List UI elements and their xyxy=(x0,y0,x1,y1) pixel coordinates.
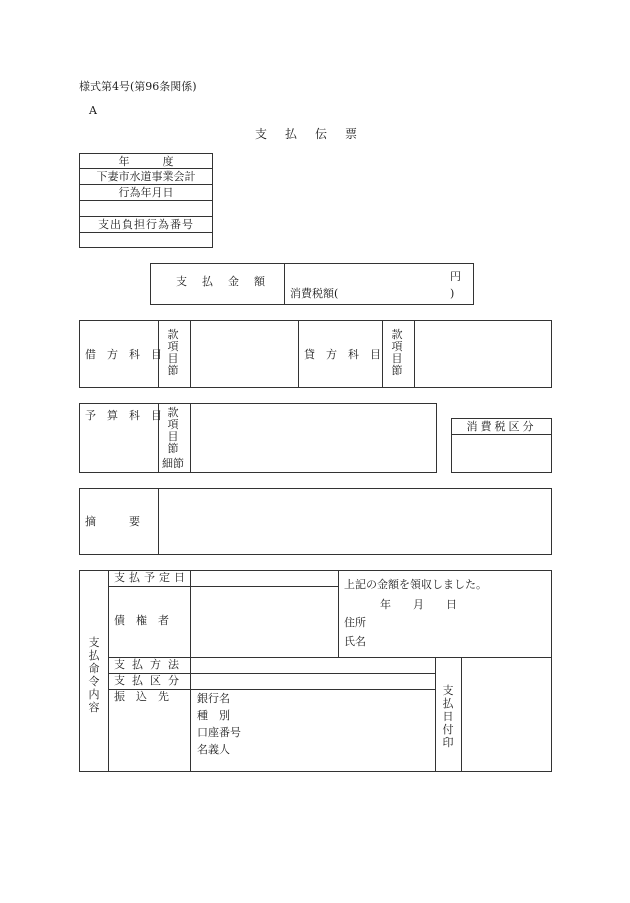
account-holder-label: 名義人 xyxy=(197,743,230,756)
tax-amount-close: ) xyxy=(450,287,455,300)
level-kan: 款 xyxy=(167,406,179,419)
yen-unit: 円 xyxy=(450,270,461,283)
level-kou: 項 xyxy=(391,340,403,353)
fiscal-year-label: 年 度 xyxy=(118,155,174,168)
name-label: 氏名 xyxy=(344,635,366,648)
budget-subject-label: 予 算 科 目 xyxy=(85,409,162,422)
payment-order-section-label: 支払命令内容 xyxy=(88,636,100,714)
action-date-label: 行為年月日 xyxy=(118,186,174,199)
tax-amount-label: 消費税額( xyxy=(290,287,339,300)
level-moku: 目 xyxy=(167,430,179,443)
level-setsu: 節 xyxy=(391,364,403,377)
level-saisetsu: 細節 xyxy=(162,457,184,470)
level-kou: 項 xyxy=(167,418,179,431)
payment-category-label: 支払区分 xyxy=(114,674,186,687)
level-setsu: 節 xyxy=(167,442,179,455)
creditor-label: 債 権 者 xyxy=(114,614,169,627)
transfer-to-label: 振 込 先 xyxy=(114,690,169,703)
document-title: 支 払 伝 票 xyxy=(255,127,361,141)
tax-category-label: 消費税区分 xyxy=(466,420,537,433)
account-number-label: 口座番号 xyxy=(197,726,241,739)
receipt-date-line: 年 月 日 xyxy=(380,598,457,611)
summary-box xyxy=(79,488,552,555)
bank-name-label: 銀行名 xyxy=(197,692,230,705)
form-variant: A xyxy=(89,104,97,117)
credit-account-label: 貸 方 科 目 xyxy=(304,348,381,361)
level-setsu: 節 xyxy=(167,364,179,377)
address-label: 住所 xyxy=(344,616,366,629)
level-moku: 目 xyxy=(167,352,179,365)
form-number: 様式第4号(第96条関係) xyxy=(79,80,197,93)
receipt-text: 上記の金額を領収しました。 xyxy=(344,578,487,591)
scheduled-date-label: 支払予定日 xyxy=(114,571,189,584)
commitment-number-label: 支出負担行為番号 xyxy=(98,218,194,231)
level-kan: 款 xyxy=(167,328,179,341)
account-type-label: 種 別 xyxy=(197,709,230,722)
level-kou: 項 xyxy=(167,340,179,353)
payment-method-label: 支払方法 xyxy=(114,658,186,671)
debit-account-label: 借 方 科 目 xyxy=(85,348,162,361)
payment-stamp-label: 支払日付印 xyxy=(442,684,454,749)
amount-label: 支 払 金 額 xyxy=(176,275,267,288)
level-moku: 目 xyxy=(391,352,403,365)
enterprise-label: 下妻市水道事業会計 xyxy=(96,170,196,183)
level-kan: 款 xyxy=(391,328,403,341)
summary-label: 摘 要 xyxy=(85,515,140,528)
